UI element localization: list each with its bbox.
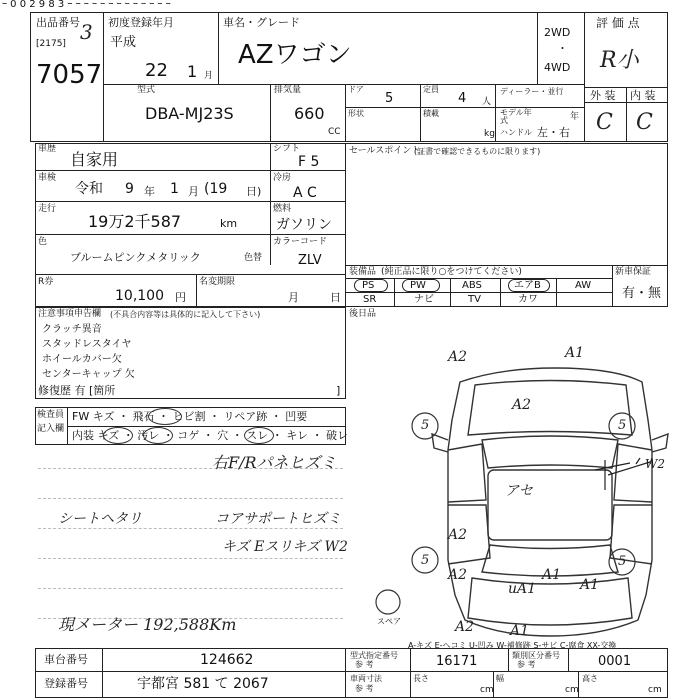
color-code-label: カラーコード xyxy=(273,237,328,247)
int-grade: C xyxy=(636,110,653,135)
reg-year: 22 xyxy=(145,60,168,81)
mark-tire-rr: 5 xyxy=(618,554,627,569)
rear-label: 後日品 xyxy=(349,309,377,319)
era: 平成 xyxy=(110,35,137,50)
equip-pw: PW xyxy=(410,280,426,291)
equip-leather: カワ xyxy=(518,294,538,305)
handle-label: ハンドル xyxy=(500,128,532,137)
inspect-day-unit: 日) xyxy=(246,185,262,198)
chassis-number: 124662 xyxy=(200,652,254,668)
repair-history: 修復歴 有 [箇所 xyxy=(38,384,116,397)
model-cert-sub: 参 考 xyxy=(355,660,374,669)
top-strip: ｰ 0 0 2 9 8 3 ｰ ｰ ｰ ｰ ｰ ｰ ｰ ｰ ｰ ｰ ｰ ｰ ｰ xyxy=(2,0,171,10)
inspect-year: 9 xyxy=(125,181,134,197)
mark-a1-bottom: A1 xyxy=(510,623,530,639)
inspect-era: 令和 xyxy=(75,181,103,197)
equip-abs: ABS xyxy=(462,280,482,291)
mark-tire-fr: 5 xyxy=(618,418,627,433)
damage-legend: A-キズ E-ヘコミ U-凹み W-補修跡 S-サビ C-腐食 XX-交換 xyxy=(408,641,617,650)
equipment-note: (純正品に限り○をつけてください) xyxy=(381,267,522,277)
km-unit: km xyxy=(220,217,238,230)
ac-value: A C xyxy=(293,185,317,201)
equip-navi: ナビ xyxy=(414,294,434,305)
lot-label: 出品番号 xyxy=(36,16,80,29)
model-year-label: モデル年式 xyxy=(500,108,532,125)
hand-note-right-3: キズ Eスリキズ W2 xyxy=(222,539,348,555)
inspector-label-2: 記入欄 xyxy=(37,424,65,434)
mark-tire-fl: 5 xyxy=(421,418,430,433)
note-line-2: スタッドレスタイヤ xyxy=(42,339,132,350)
note-line-4: センターキャップ 欠 xyxy=(42,369,135,380)
dim-label: 車両寸法 xyxy=(350,674,382,683)
wid-label: 幅 xyxy=(496,674,504,683)
drive-2wd: 2WD xyxy=(544,26,571,39)
doc-month: 月 xyxy=(288,291,299,304)
hand-note-left-1: シートヘタリ xyxy=(58,511,142,527)
ac-label: 冷房 xyxy=(273,173,292,183)
spare-label: スペア xyxy=(377,617,401,626)
mark-a1-rear: A1 xyxy=(542,567,562,583)
equip-airbag: エアB xyxy=(514,280,541,291)
wid-cm: cm xyxy=(565,685,579,695)
drive-dot: ・ xyxy=(557,42,568,55)
hgt-cm: cm xyxy=(648,685,662,695)
stain-circle xyxy=(143,427,173,444)
load-label: 積載 xyxy=(423,109,439,118)
inspector-row-2: 内装 キズ ・ 汚レ ・ コゲ ・ 穴 ・ スレ ・ キレ ・ 破レ xyxy=(72,429,349,442)
inspect-month: 1 xyxy=(170,181,179,197)
hgt-label: 高さ xyxy=(582,674,598,683)
wear-circle xyxy=(244,427,274,444)
reg-month: 1 xyxy=(187,62,198,81)
class-sub: 参 考 xyxy=(517,660,536,669)
len-cm: cm xyxy=(480,685,494,695)
capacity: 4 xyxy=(458,91,467,106)
repair-end: ] xyxy=(336,384,341,397)
model-cert-label: 型式指定番号 xyxy=(350,651,398,660)
registration-number: 宇都宮 581 て 2067 xyxy=(137,676,269,692)
lot-code: [2175] xyxy=(36,39,66,49)
inspector-label-1: 検査員 xyxy=(37,410,65,420)
mileage-label: 走行 xyxy=(38,204,57,214)
notes-sub: (不具合内容等は具体的に記入して下さい) xyxy=(110,310,261,319)
color-code: ZLV xyxy=(298,253,322,268)
kg-unit: kg xyxy=(484,129,495,139)
inspect-year-unit: 年 xyxy=(144,185,155,198)
mark-w2: W2 xyxy=(645,457,665,471)
first-reg-label: 初度登録年月 xyxy=(108,16,174,29)
ext-grade: C xyxy=(596,110,613,135)
disp-label: 排気量 xyxy=(274,85,302,95)
len-label: 長さ xyxy=(413,674,429,683)
equip-tv: TV xyxy=(468,294,481,305)
mark-a2-front-door: A2 xyxy=(448,527,468,543)
class-number: 0001 xyxy=(598,654,632,669)
equip-aw: AW xyxy=(575,280,592,291)
fuel-label: 燃料 xyxy=(273,204,292,214)
cap-label: 定員 xyxy=(423,85,439,94)
hand-mark: 3 xyxy=(80,20,93,44)
paint-label: 色替 xyxy=(244,253,263,263)
hand-note-right-1: 右F/Rパネヒズミ xyxy=(212,453,337,472)
model-code: DBA-MJ23S xyxy=(145,104,234,123)
fuel-value: ガソリン xyxy=(276,217,332,233)
history-value: 自家用 xyxy=(70,150,119,169)
cap-unit: 人 xyxy=(482,97,492,107)
new-car-label: 新車保証 xyxy=(615,267,652,277)
model-cert: 16171 xyxy=(436,654,478,669)
equip-ps: PS xyxy=(362,280,375,291)
scratch-circle xyxy=(103,427,133,444)
note-line-1: クラッチ異音 xyxy=(42,324,102,335)
name-label: 車名・グレード xyxy=(223,16,300,29)
shift-label: シフト xyxy=(273,144,301,154)
chassis-label: 車台番号 xyxy=(44,653,88,666)
inspect-month-unit: 月 xyxy=(188,185,199,198)
inspector-row-1: FW キズ ・ 飛石 ・ ヒビ割 ・ リペア跡 ・ 凹要 xyxy=(72,410,308,423)
score-value: R小 xyxy=(600,48,639,73)
score-label: 評 価 点 xyxy=(596,16,640,30)
ext-label: 外 装 xyxy=(590,89,616,102)
mark-a2-hood: A2 xyxy=(512,397,532,413)
shape-label: 形状 xyxy=(348,109,364,118)
recycle-label: R券 xyxy=(38,277,54,287)
mark-a2-top: A2 xyxy=(448,349,468,365)
new-car-value: 有・無 xyxy=(622,286,662,301)
color-label: 色 xyxy=(38,237,48,247)
mark-a2-bottom: A2 xyxy=(455,619,475,635)
recycle-amount: 10,100 xyxy=(115,288,164,304)
note-line-3: ホイールカバー欠 xyxy=(42,354,122,365)
month-unit: 月 xyxy=(204,71,214,81)
door-label: ドア xyxy=(348,85,364,94)
model-label: 型式 xyxy=(137,85,156,95)
car-name: AZワゴン xyxy=(238,40,352,70)
color-value: ブルームピンクメタリック xyxy=(70,251,201,264)
handle-value: 左・右 xyxy=(537,126,570,139)
mark-a2-rear: A2 xyxy=(448,567,468,583)
displacement: 660 xyxy=(294,104,325,123)
cc-unit: CC xyxy=(328,127,341,137)
doc-label: 名変期限 xyxy=(199,277,236,287)
mileage-value: 19万2千587 xyxy=(88,212,182,231)
equipment-label: 装備品 xyxy=(349,267,377,277)
shift-value: F 5 xyxy=(298,154,320,170)
doors: 5 xyxy=(385,91,394,106)
inspect-label: 車検 xyxy=(38,173,57,183)
dealer-label: ディーラー・並行 xyxy=(500,87,564,96)
reg-label: 登録番号 xyxy=(44,677,88,690)
chip-circle xyxy=(148,408,182,425)
mark-tire-rl: 5 xyxy=(421,553,430,568)
mark-a1-right: A1 xyxy=(580,577,600,593)
hand-meter: 現メーター 192,588Km xyxy=(58,615,237,634)
lot-number: 7057 xyxy=(36,60,103,90)
dim-sub: 参 考 xyxy=(355,684,374,693)
header-frame xyxy=(30,12,668,142)
drive-4wd: 4WD xyxy=(544,61,571,74)
notes-label: 注意事項申告欄 xyxy=(38,309,102,319)
year-unit: 年 xyxy=(570,112,580,122)
hand-note-right-2: コアサポートヒズミ xyxy=(215,511,341,527)
equip-sr: SR xyxy=(363,294,377,305)
sales-note: (証書で確認できるものに限ります) xyxy=(414,147,541,156)
inspect-day: (19 xyxy=(204,181,228,197)
yen-unit: 円 xyxy=(175,291,186,304)
mark-ua1: uA1 xyxy=(508,581,537,597)
sales-label: セールスポイント xyxy=(349,146,421,156)
mark-a1-top: A1 xyxy=(565,345,585,361)
doc-day: 日 xyxy=(330,291,341,304)
history-label: 車歴 xyxy=(38,144,57,154)
class-label: 類別区分番号 xyxy=(512,651,560,660)
int-label: 内 装 xyxy=(630,89,656,102)
mark-ase: アセ xyxy=(505,483,533,499)
